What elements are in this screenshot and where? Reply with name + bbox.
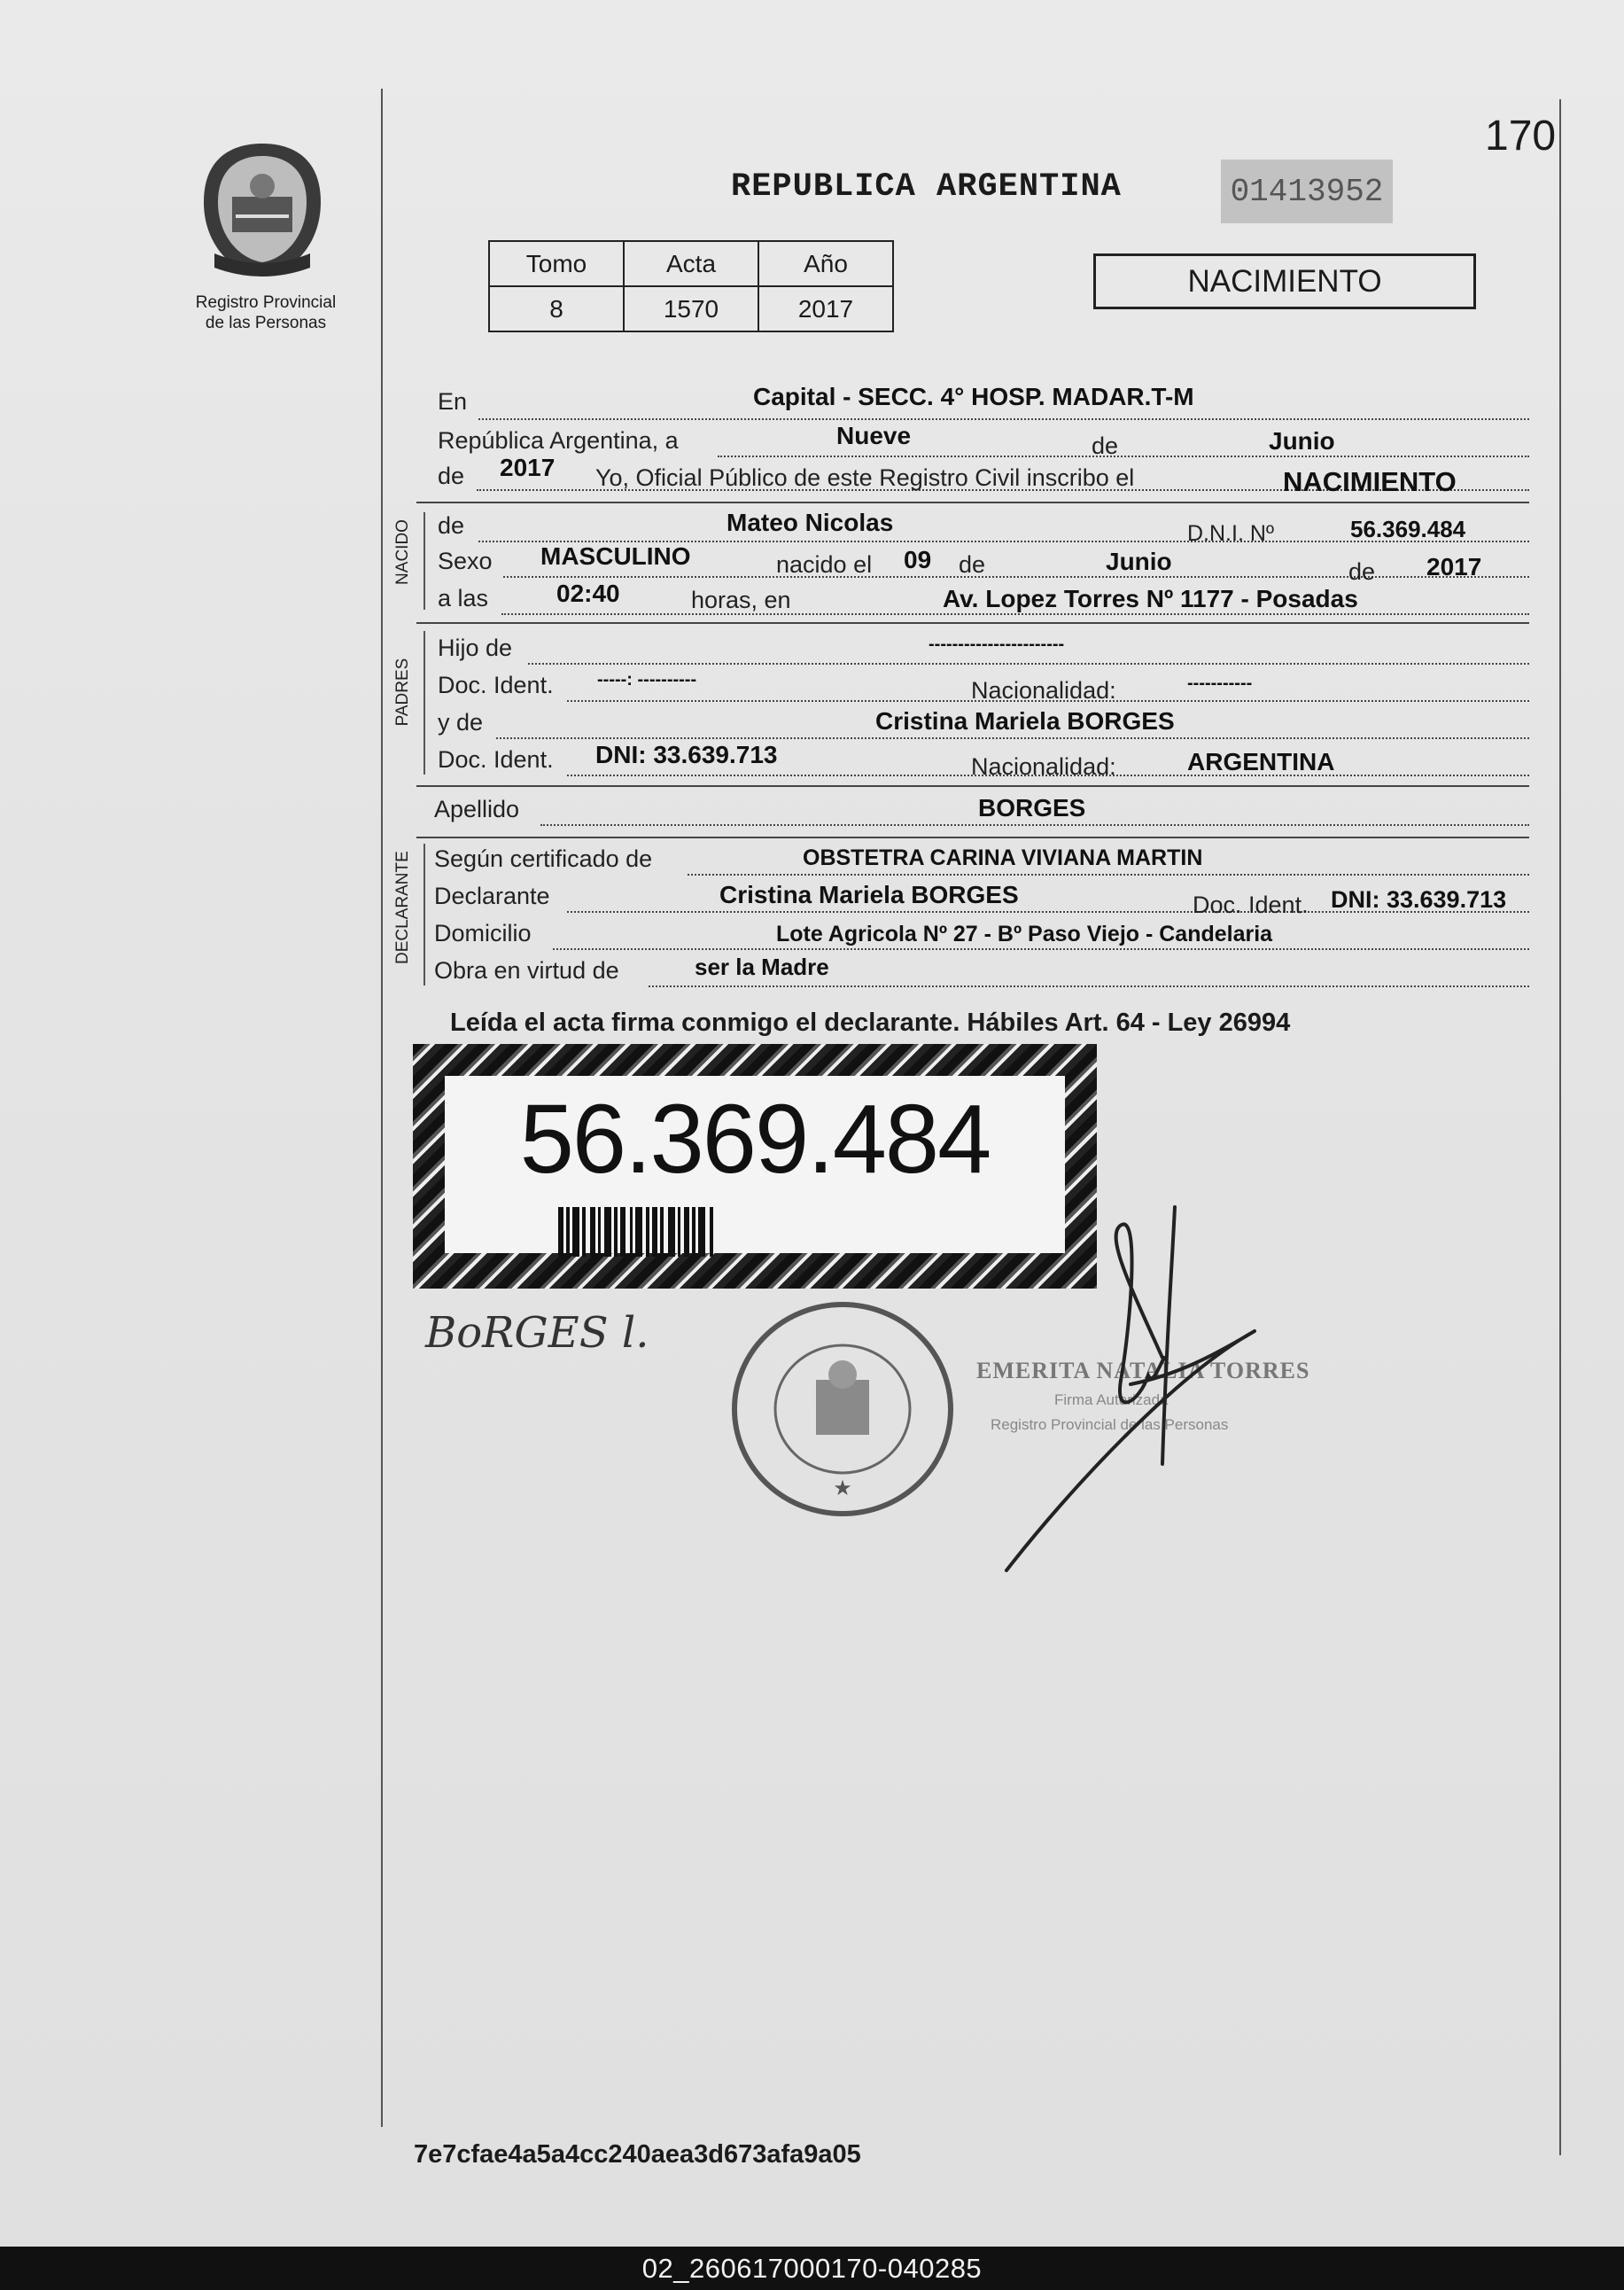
barcode-bar	[698, 1207, 705, 1257]
value-dia-texto: Nueve	[836, 422, 912, 449]
table-header-anio: Año	[758, 241, 893, 286]
footer-id-bar	[0, 2247, 1624, 2290]
label-doc-ident-madre: Doc. Ident.	[438, 746, 554, 773]
value-nacido-mes: Junio	[1106, 548, 1172, 575]
section-bracket	[423, 512, 425, 610]
value-certificado: OBSTETRA CARINA VIVIANA MARTIN	[803, 845, 1203, 870]
official-signature-icon	[998, 1198, 1263, 1579]
label-domicilio: Domicilio	[434, 920, 532, 946]
barcode-bar	[713, 1207, 716, 1257]
value-tipo: NACIMIENTO	[1283, 466, 1457, 497]
dotted-line	[718, 456, 1529, 457]
value-nacido-dia: 09	[904, 546, 932, 573]
dotted-line	[496, 737, 1529, 739]
value-anio: 2017	[500, 454, 556, 481]
country-title: REPUBLICA ARGENTINA	[731, 168, 1122, 206]
page-number: 170	[1485, 113, 1557, 160]
footer-id: 02_260617000170-040285	[641, 2252, 983, 2284]
value-sexo: MASCULINO	[540, 542, 691, 570]
value-lugar: Capital - SECC. 4° HOSP. MADAR.T-M	[753, 383, 1194, 410]
misiones-seal-icon	[197, 140, 328, 280]
section-divider	[416, 622, 1529, 624]
label-de-anio: de	[438, 463, 465, 489]
dotted-line	[503, 576, 1529, 578]
value-hora: 02:40	[556, 580, 620, 607]
record-type-box: NACIMIENTO	[1093, 253, 1476, 309]
label-sexo: Sexo	[438, 548, 493, 574]
value-declarante-doc: DNI: 33.639.713	[1331, 886, 1507, 913]
official-stamp-icon	[728, 1298, 957, 1520]
section-bracket	[423, 844, 425, 985]
section-divider	[416, 785, 1529, 787]
label-yo-oficial: Yo, Oficial Público de este Registro Civil inscribo el	[595, 464, 1135, 491]
value-madre-doc: DNI: 33.639.713	[595, 741, 778, 768]
table-header-acta: Acta	[624, 241, 758, 286]
svg-text:★: ★	[833, 1476, 852, 1500]
label-de-nombre: de	[438, 512, 465, 539]
label-nacionalidad-padre: Nacionalidad:	[971, 677, 1116, 704]
label-de-mes: de	[959, 551, 986, 578]
side-label-declarante: DECLARANTE	[393, 851, 412, 964]
left-margin-line	[381, 89, 383, 2127]
side-label-padres: PADRES	[393, 658, 412, 727]
document-hash: 7e7cfae4a5a4cc240aea3d673afa9a05	[414, 2140, 861, 2169]
barcode-panel	[445, 1076, 1065, 1253]
value-apellido: BORGES	[978, 794, 1086, 822]
label-obra-en-virtud: Obra en virtud de	[434, 957, 619, 984]
section-bracket	[423, 631, 425, 775]
official-name: EMERITA NATALIA TORRES	[976, 1358, 1310, 1383]
label-horas-en: horas, en	[691, 587, 791, 613]
value-lugar-nacimiento: Av. Lopez Torres Nº 1177 - Posadas	[943, 585, 1358, 612]
label-y-de: y de	[438, 709, 484, 736]
registry-label-line2: de las Personas	[205, 314, 327, 332]
dotted-line	[688, 874, 1529, 876]
label-dni: D.N.I. Nº	[1187, 521, 1275, 546]
dotted-line	[501, 613, 1529, 615]
value-obra-en-virtud: ser la Madre	[695, 954, 829, 980]
label-declarante: Declarante	[434, 883, 550, 909]
section-divider	[416, 837, 1529, 838]
value-mes-texto: Junio	[1269, 427, 1335, 455]
barcode-icon	[558, 1207, 966, 1257]
official-title-2: Registro Provincial de las Personas	[991, 1416, 1229, 1433]
registry-label-line1: Registro Provincial	[195, 293, 337, 312]
table-value-tomo: 8	[489, 286, 624, 331]
label-hijo-de: Hijo de	[438, 635, 513, 661]
tomo-acta-table	[488, 240, 894, 332]
barcode-number: 56.369.484	[519, 1085, 991, 1194]
label-de-anio-nac: de	[1348, 558, 1376, 585]
dotted-line	[553, 948, 1529, 950]
label-en: En	[438, 388, 468, 415]
barcode-bar	[572, 1207, 579, 1257]
value-padre: -----------------------	[929, 635, 1065, 654]
label-nacionalidad-madre: Nacionalidad:	[971, 753, 1116, 780]
table-value-anio: 2017	[758, 286, 893, 331]
right-margin-line	[1559, 99, 1561, 2155]
table-header-tomo: Tomo	[489, 241, 624, 286]
dotted-line	[540, 824, 1529, 826]
value-padre-doc: -----: ----------	[597, 670, 697, 689]
serial-number: 01413952	[1221, 160, 1393, 223]
label-republica-a: República Argentina, a	[438, 427, 679, 454]
label-doc-ident-declarante: Doc. Ident.	[1193, 892, 1309, 918]
label-nacido-el: nacido el	[776, 551, 873, 578]
dotted-line	[649, 985, 1529, 987]
official-title-1: Firma Autorizada	[1054, 1391, 1169, 1408]
barcode-bar	[668, 1207, 675, 1257]
barcode-frame	[413, 1044, 1097, 1289]
value-padre-nacionalidad: -----------	[1187, 674, 1253, 693]
value-madre: Cristina Mariela BORGES	[875, 707, 1175, 735]
value-declarante-nombre: Cristina Mariela BORGES	[719, 881, 1019, 908]
label-a-las: a las	[438, 585, 489, 611]
label-de: de	[1092, 432, 1119, 459]
dotted-line	[478, 418, 1529, 420]
side-label-nacido: NACIDO	[393, 519, 412, 585]
value-dni: 56.369.484	[1350, 516, 1466, 542]
label-segun-certificado: Según certificado de	[434, 845, 653, 872]
value-nombre: Mateo Nicolas	[727, 509, 894, 536]
value-nacido-anio: 2017	[1426, 553, 1482, 580]
section-divider	[416, 502, 1529, 503]
dotted-line	[528, 663, 1529, 665]
barcode-bar	[635, 1207, 642, 1257]
value-madre-nacionalidad: ARGENTINA	[1187, 748, 1335, 775]
value-domicilio: Lote Agricola Nº 27 - Bº Paso Viejo - Candelaria	[776, 922, 1273, 946]
registry-label	[168, 292, 363, 333]
label-apellido: Apellido	[434, 796, 520, 822]
handwritten-surname: BoRGES l.	[425, 1308, 649, 1358]
label-doc-ident-padre: Doc. Ident.	[438, 672, 554, 698]
table-value-acta: 1570	[624, 286, 758, 331]
barcode-bar	[604, 1207, 611, 1257]
closing-statement: Leída el acta firma conmigo el declarante. Hábiles Art. 64 - Ley 26994	[450, 1009, 1291, 1037]
